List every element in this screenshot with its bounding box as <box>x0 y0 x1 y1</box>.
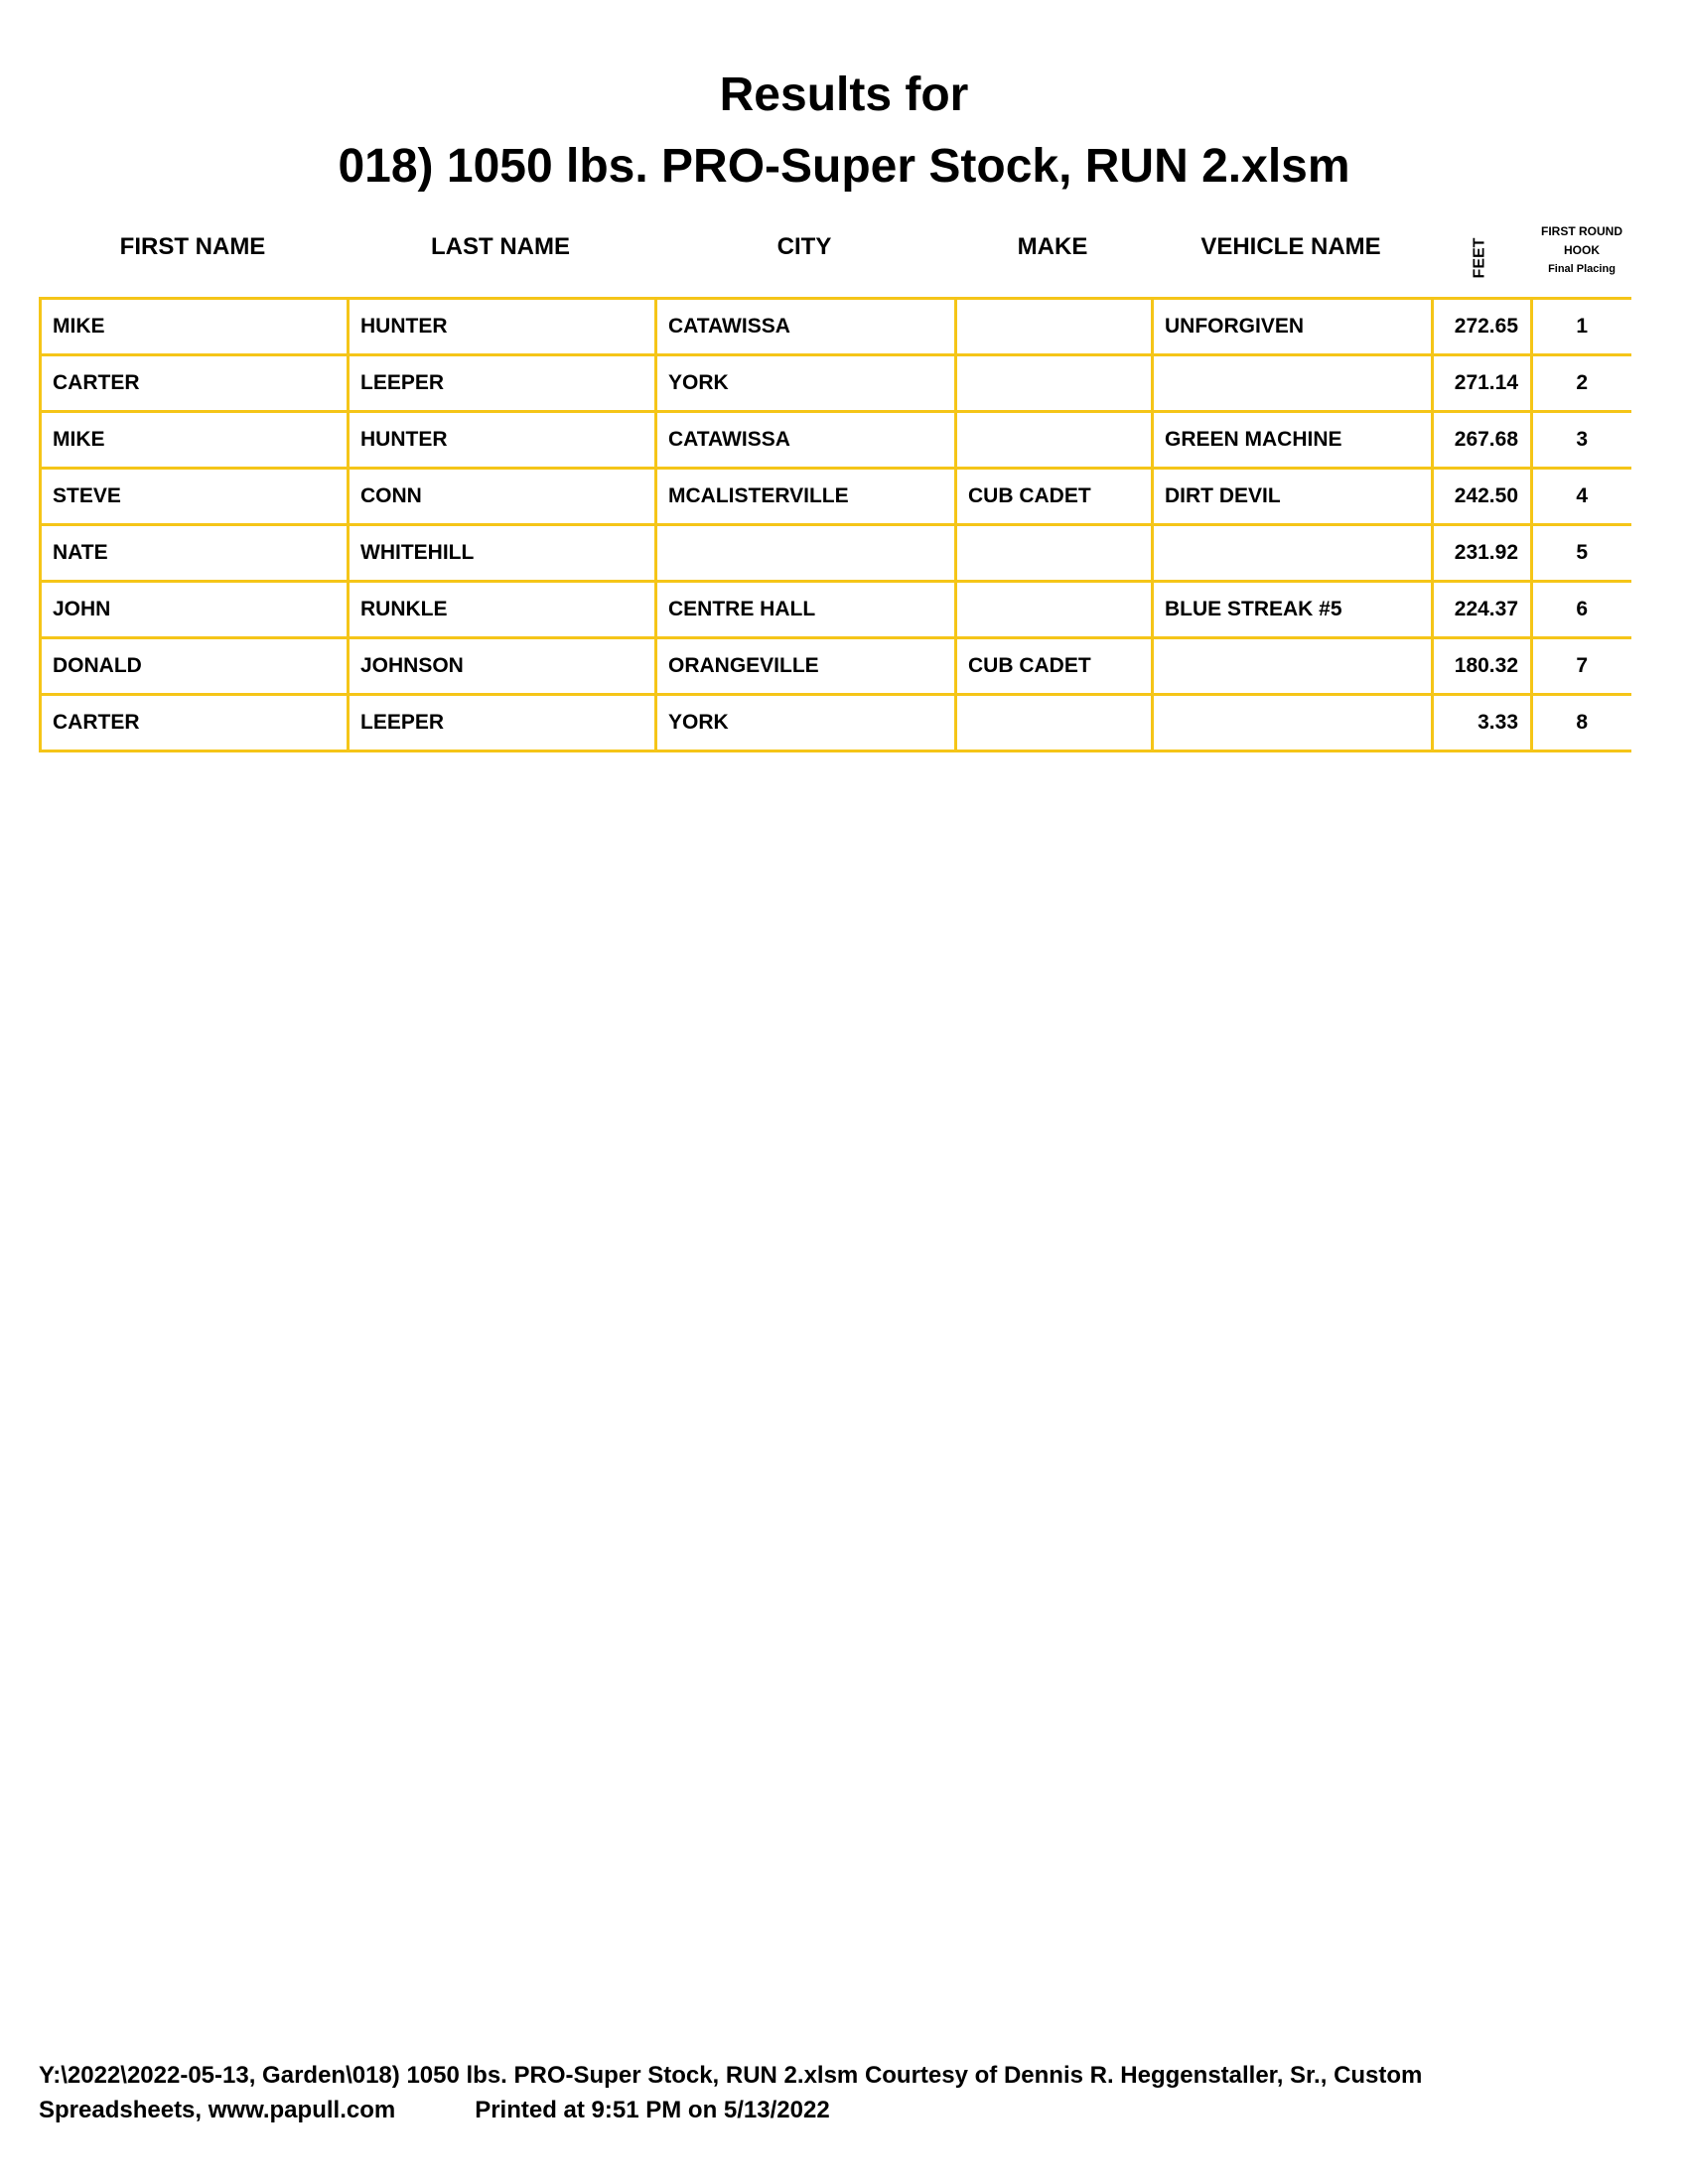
column-header-last-name: LAST NAME <box>431 233 570 260</box>
cell-make: CUB CADET <box>956 638 1153 695</box>
table-row <box>41 469 1631 525</box>
cell-feet: 231.92 <box>1433 525 1532 582</box>
cell-first-name: DONALD <box>41 638 349 695</box>
cell-make <box>956 299 1153 355</box>
column-header-city: CITY <box>776 233 832 260</box>
cell-first-name: JOHN <box>41 582 349 638</box>
report-title-line-1: Results for <box>719 68 969 121</box>
footer-website: Spreadsheets, www.papull.com <box>39 2097 396 2123</box>
column-header-final-placing <box>1527 222 1636 279</box>
cell-make: CUB CADET <box>956 469 1153 525</box>
cell-last-name: JOHNSON <box>349 638 656 695</box>
cell-placing: 3 <box>1532 412 1631 469</box>
column-header-first-name: FIRST NAME <box>119 233 266 260</box>
cell-placing: 8 <box>1532 695 1631 751</box>
table-row <box>41 638 1631 695</box>
cell-make <box>956 412 1153 469</box>
table-row <box>41 299 1631 355</box>
cell-make <box>956 582 1153 638</box>
cell-make <box>956 695 1153 751</box>
cell-first-name: CARTER <box>41 355 349 412</box>
cell-city <box>656 525 956 582</box>
column-header-feet <box>1460 238 1499 278</box>
cell-first-name: STEVE <box>41 469 349 525</box>
cell-city: YORK <box>656 355 956 412</box>
cell-feet: 224.37 <box>1433 582 1532 638</box>
cell-feet: 267.68 <box>1433 412 1532 469</box>
cell-placing: 6 <box>1532 582 1631 638</box>
cell-placing: 7 <box>1532 638 1631 695</box>
cell-last-name: WHITEHILL <box>349 525 656 582</box>
cell-city: YORK <box>656 695 956 751</box>
cell-last-name: LEEPER <box>349 695 656 751</box>
cell-placing: 1 <box>1532 299 1631 355</box>
cell-feet: 180.32 <box>1433 638 1532 695</box>
table-row <box>41 525 1631 582</box>
footer-credits <box>39 2097 830 2124</box>
cell-city: ORANGEVILLE <box>656 638 956 695</box>
placing-header-line-3: Final Placing <box>1548 263 1616 275</box>
cell-feet: 272.65 <box>1433 299 1532 355</box>
cell-city: CENTRE HALL <box>656 582 956 638</box>
cell-city: MCALISTERVILLE <box>656 469 956 525</box>
cell-last-name: RUNKLE <box>349 582 656 638</box>
column-header-vehicle-name: VEHICLE NAME <box>1200 233 1381 260</box>
cell-feet: 242.50 <box>1433 469 1532 525</box>
cell-make <box>956 355 1153 412</box>
cell-first-name: MIKE <box>41 299 349 355</box>
cell-make <box>956 525 1153 582</box>
cell-city: CATAWISSA <box>656 412 956 469</box>
report-title-line-2: 018) 1050 lbs. PRO-Super Stock, RUN 2.xlsm <box>338 140 1350 193</box>
placing-header-line-2: HOOK <box>1564 243 1600 257</box>
cell-last-name: LEEPER <box>349 355 656 412</box>
cell-first-name: MIKE <box>41 412 349 469</box>
cell-last-name: HUNTER <box>349 412 656 469</box>
footer-print-timestamp: Printed at 9:51 PM on 5/13/2022 <box>475 2097 830 2123</box>
cell-feet: 3.33 <box>1433 695 1532 751</box>
cell-vehicle-name <box>1153 695 1433 751</box>
cell-city: CATAWISSA <box>656 299 956 355</box>
cell-placing: 5 <box>1532 525 1631 582</box>
column-header-make: MAKE <box>1017 233 1088 260</box>
table-row <box>41 412 1631 469</box>
table-row <box>41 355 1631 412</box>
cell-vehicle-name <box>1153 638 1433 695</box>
cell-vehicle-name <box>1153 525 1433 582</box>
cell-placing: 4 <box>1532 469 1631 525</box>
cell-vehicle-name: GREEN MACHINE <box>1153 412 1433 469</box>
cell-last-name: HUNTER <box>349 299 656 355</box>
cell-vehicle-name: BLUE STREAK #5 <box>1153 582 1433 638</box>
column-header-feet-label: FEET <box>1471 237 1488 279</box>
cell-vehicle-name: DIRT DEVIL <box>1153 469 1433 525</box>
cell-first-name: NATE <box>41 525 349 582</box>
table-row <box>41 582 1631 638</box>
cell-feet: 271.14 <box>1433 355 1532 412</box>
cell-first-name: CARTER <box>41 695 349 751</box>
cell-vehicle-name: UNFORGIVEN <box>1153 299 1433 355</box>
footer-file-path: Y:\2022\2022-05-13, Garden\018) 1050 lbs. PRO-Super Stock, RUN 2.xlsm Courtesy of Dennis R. Heggenstaller, Sr., Custom <box>39 2062 1423 2089</box>
cell-vehicle-name <box>1153 355 1433 412</box>
results-body <box>41 299 1631 751</box>
placing-header-line-1: FIRST ROUND <box>1541 224 1622 238</box>
results-table <box>39 297 1631 752</box>
cell-last-name: CONN <box>349 469 656 525</box>
cell-placing: 2 <box>1532 355 1631 412</box>
table-row <box>41 695 1631 751</box>
